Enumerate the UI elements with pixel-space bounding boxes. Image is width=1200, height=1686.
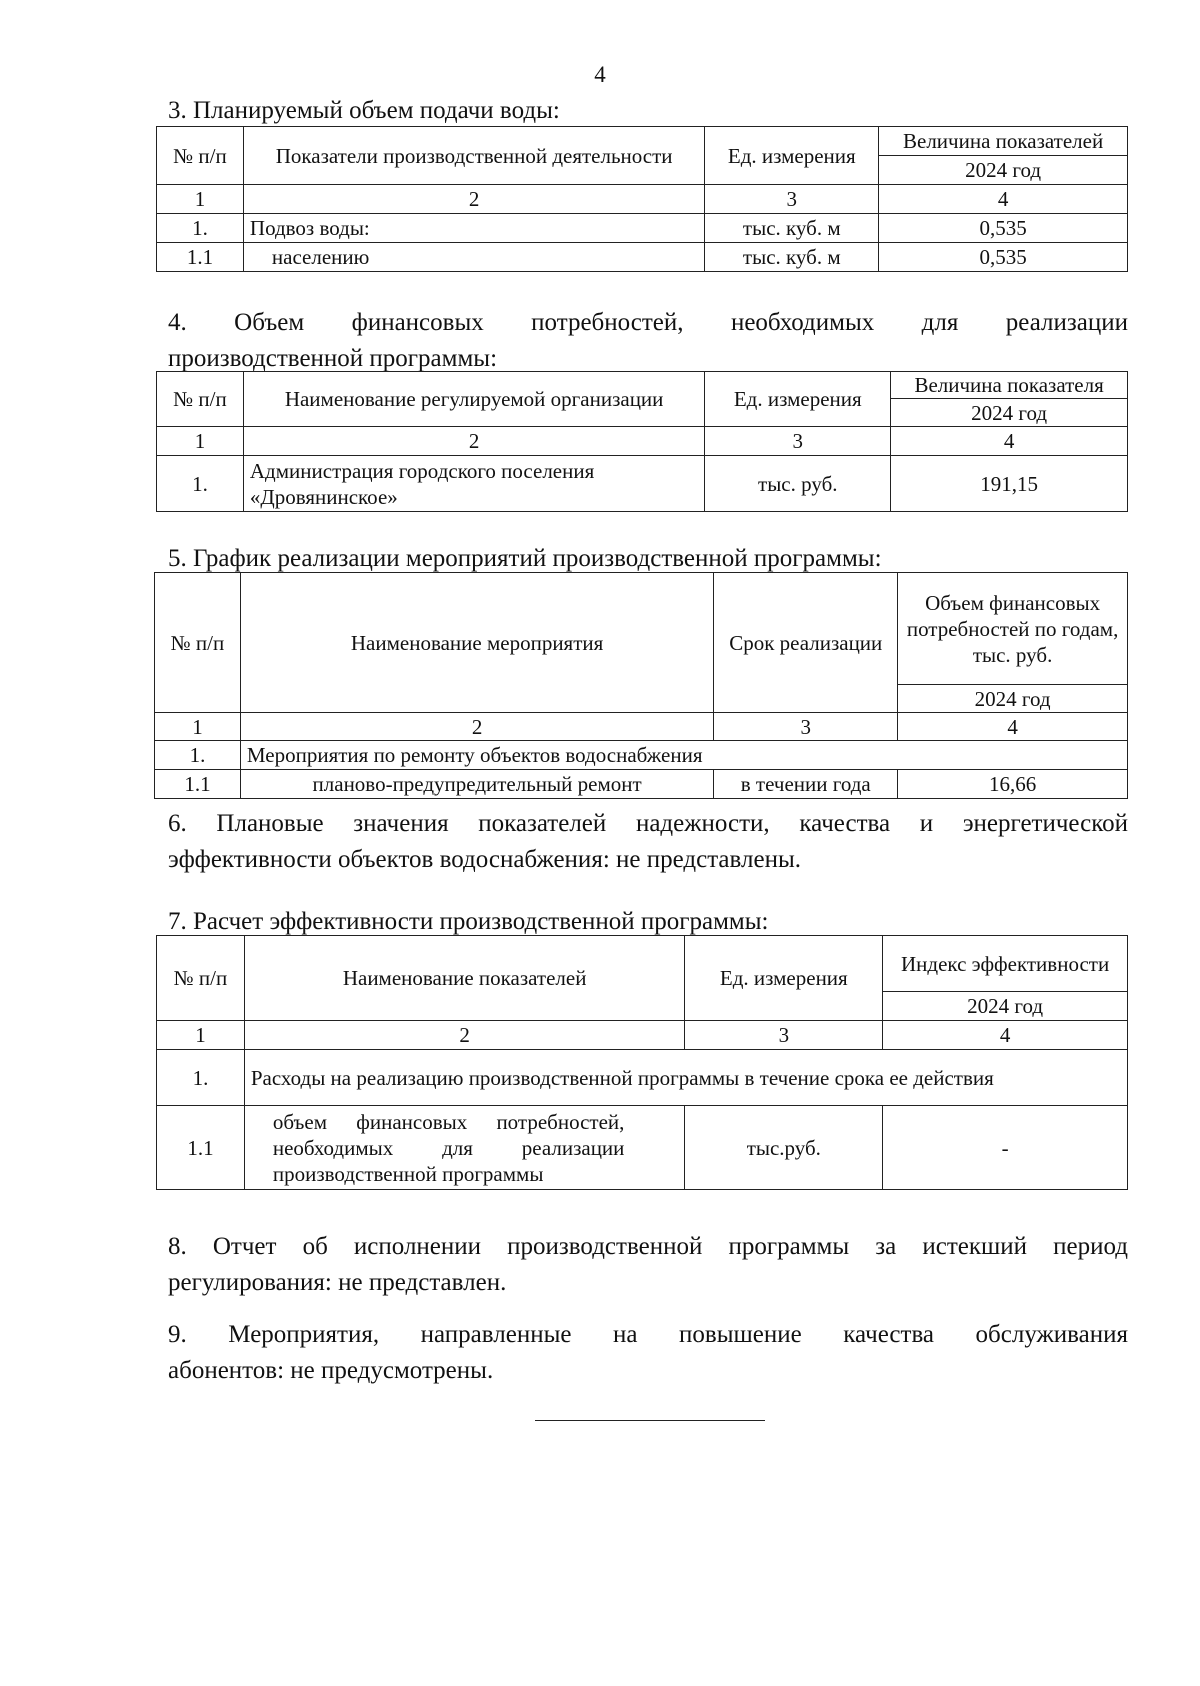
col-header-year: 2024 год (883, 992, 1128, 1021)
col-header-number: № п/п (155, 573, 241, 713)
col-index: 1 (157, 185, 244, 214)
row-name: Администрация городского поселения «Дровянинское» (243, 456, 704, 512)
col-header-year: 2024 год (879, 156, 1128, 185)
row-number: 1.1 (155, 770, 241, 799)
row-number: 1. (157, 456, 244, 512)
col-header-value: Величина показателя (891, 372, 1128, 399)
row-unit: тыс. руб. (705, 456, 891, 512)
col-index: 1 (157, 427, 244, 456)
table-water-supply (156, 126, 1128, 272)
col-index: 1 (155, 713, 241, 741)
row-unit: тыс.руб. (685, 1106, 883, 1190)
table-row (157, 243, 1128, 272)
col-header-financing: Объем финансовых потребностей по годам, тыс. руб. (898, 573, 1128, 685)
col-header-indicators: Наименование показателей (244, 936, 685, 1021)
section-3-title: 3. Планируемый объем подачи воды: (168, 97, 560, 124)
section-5-title: 5. График реализации мероприятий производственной программы: (168, 545, 882, 572)
table-row (157, 456, 1128, 512)
col-header-number: № п/п (157, 936, 245, 1021)
row-name: планово-предупредительный ремонт (240, 770, 713, 799)
col-header-term: Срок реализации (714, 573, 898, 713)
row-number: 1. (155, 741, 241, 770)
page-number: 4 (594, 62, 606, 87)
col-index: 1 (157, 1021, 245, 1050)
table-efficiency (156, 935, 1128, 1190)
section-9-line1: 9. Мероприятия, направленные на повышение качества обслуживания (168, 1321, 1128, 1348)
col-header-value: Величина показателей (879, 127, 1128, 156)
col-index: 2 (244, 1021, 685, 1050)
row-term: в течении года (714, 770, 898, 799)
col-header-unit: Ед. измерения (685, 936, 883, 1021)
row-unit: тыс. куб. м (705, 243, 879, 272)
row-value: 16,66 (898, 770, 1128, 799)
section-8-text (168, 1229, 1128, 1301)
section-4-title-line2: производственной программы: (168, 345, 498, 372)
table-financial-needs (156, 371, 1128, 512)
section-6-text (168, 806, 1128, 878)
col-index: 3 (705, 185, 879, 214)
col-index: 4 (898, 713, 1128, 741)
section-9-text (168, 1317, 1128, 1389)
col-header-unit: Ед. измерения (705, 127, 879, 185)
section-8-line1: 8. Отчет об исполнении производственной программы за истекший период (168, 1233, 1128, 1260)
table-row (157, 214, 1128, 243)
col-header-year: 2024 год (898, 685, 1128, 713)
col-index: 4 (883, 1021, 1128, 1050)
closing-rule (535, 1420, 765, 1421)
col-header-number: № п/п (157, 372, 244, 427)
section-8-line2: регулирования: не представлен. (168, 1269, 507, 1296)
row-number: 1. (157, 1050, 245, 1106)
table-row (157, 1050, 1128, 1106)
section-6-line1: 6. Плановые значения показателей надежности, качества и энергетической (168, 810, 1128, 837)
row-name: Подвоз воды: (243, 214, 704, 243)
col-index: 4 (891, 427, 1128, 456)
col-index: 3 (705, 427, 891, 456)
section-6-line2: эффективности объектов водоснабжения: не представлены. (168, 846, 801, 873)
row-number: 1. (157, 214, 244, 243)
col-index: 2 (240, 713, 713, 741)
col-header-organization: Наименование регулируемой организации (243, 372, 704, 427)
row-number: 1.1 (157, 243, 244, 272)
col-header-indicators: Показатели производственной деятельности (243, 127, 704, 185)
row-name: объем финансовых потребностей, необходимых для реализации производственной программы (244, 1106, 685, 1190)
section-4-title (168, 305, 1128, 377)
table-row (157, 1106, 1128, 1190)
section-9-line2: абонентов: не предусмотрены. (168, 1357, 494, 1384)
col-header-measure: Наименование мероприятия (240, 573, 713, 713)
col-header-number: № п/п (157, 127, 244, 185)
col-header-index: Индекс эффективности (883, 936, 1128, 992)
row-value: 0,535 (879, 214, 1128, 243)
col-header-year: 2024 год (891, 399, 1128, 427)
row-unit: тыс. куб. м (705, 214, 879, 243)
col-index: 3 (714, 713, 898, 741)
col-index: 3 (685, 1021, 883, 1050)
col-index: 2 (243, 427, 704, 456)
row-name: населению (243, 243, 704, 272)
col-index: 4 (879, 185, 1128, 214)
row-value: - (883, 1106, 1128, 1190)
row-number: 1.1 (157, 1106, 245, 1190)
table-row (155, 741, 1128, 770)
table-row (155, 770, 1128, 799)
col-index: 2 (243, 185, 704, 214)
section-4-title-line1: 4. Объем финансовых потребностей, необходимых для реализации (168, 309, 1128, 336)
row-value: 191,15 (891, 456, 1128, 512)
row-name: Мероприятия по ремонту объектов водоснабжения (240, 741, 1127, 770)
table-schedule (154, 572, 1128, 799)
col-header-unit: Ед. измерения (705, 372, 891, 427)
section-7-title: 7. Расчет эффективности производственной программы: (168, 908, 769, 935)
row-value: 0,535 (879, 243, 1128, 272)
row-name: Расходы на реализацию производственной программы в течение срока ее действия (244, 1050, 1127, 1106)
